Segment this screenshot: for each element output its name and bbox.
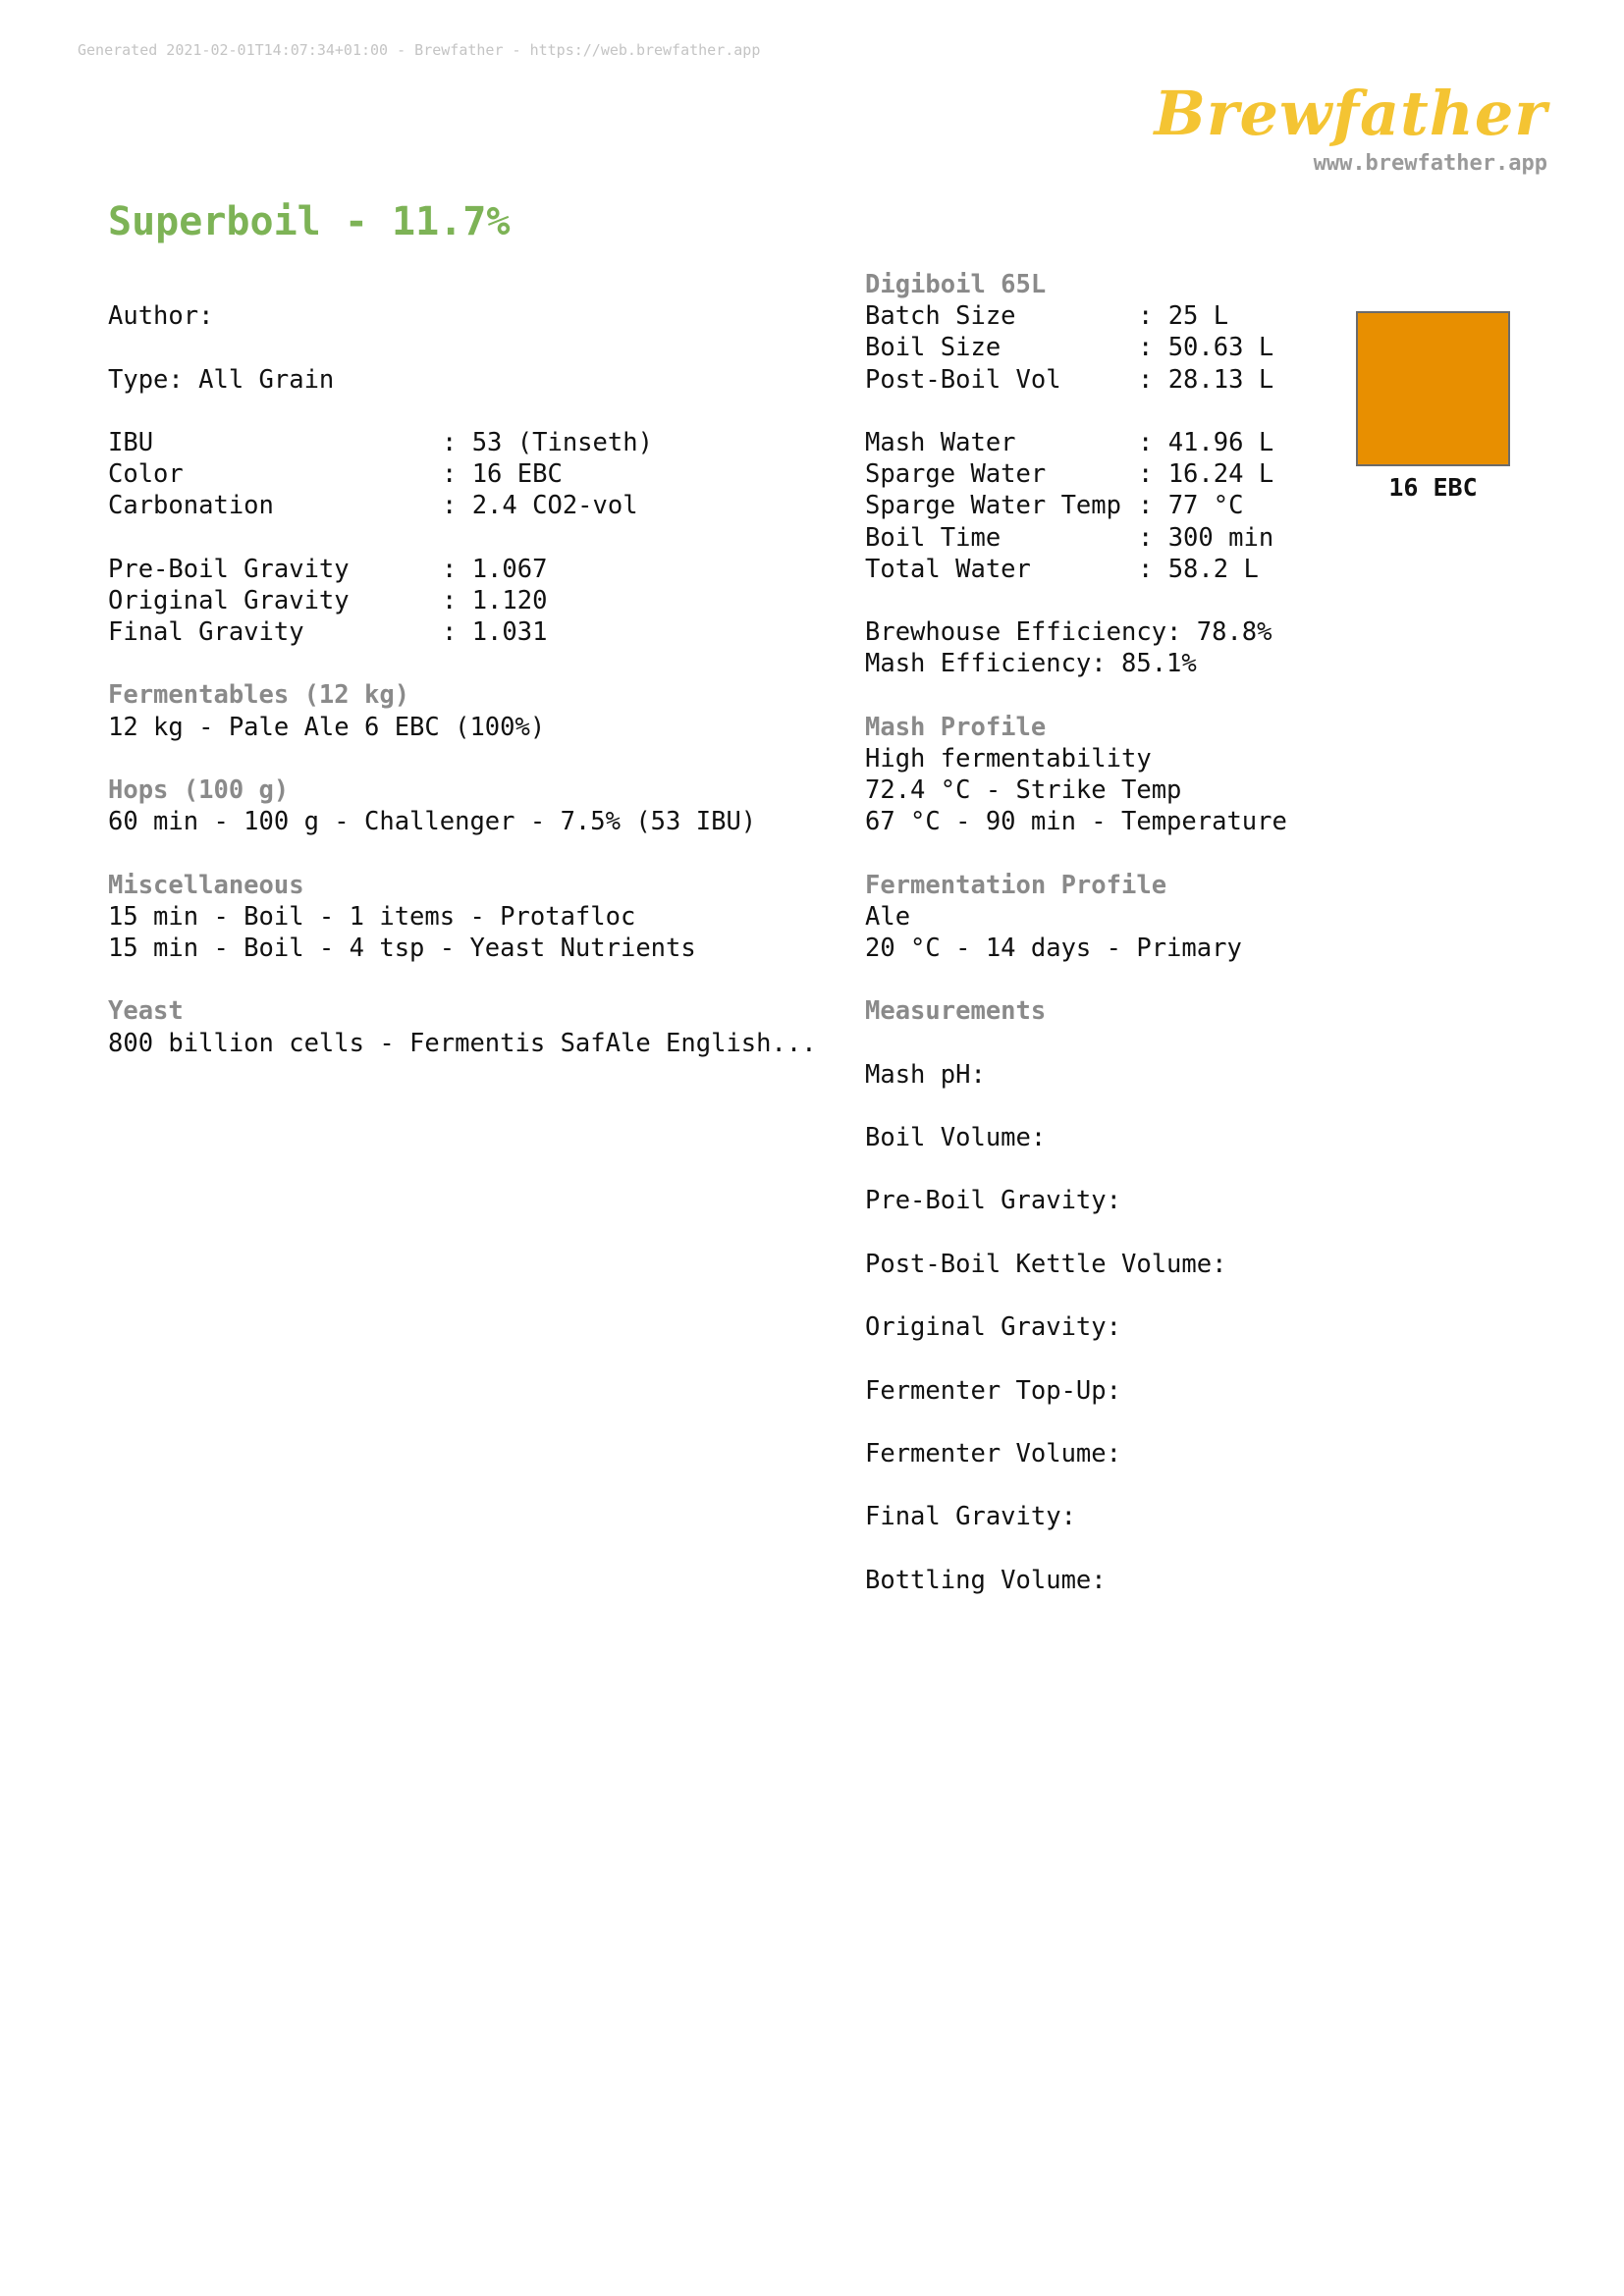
fermentables-heading: Fermentables (12 kg) [108, 680, 410, 711]
equipment-heading: Digiboil 65L [865, 270, 1047, 299]
water-key: Boil Time [865, 522, 1001, 553]
hop-item: 60 min - 100 g - Challenger - 7.5% (53 IBU) [108, 807, 757, 837]
equip-key: Post-Boil Vol [865, 364, 1061, 395]
brewhouse-efficiency: Brewhouse Efficiency: 78.8% [865, 617, 1272, 648]
measurement-mash-ph: Mash pH: [865, 1059, 986, 1090]
water-total [865, 554, 1356, 585]
water-key: Mash Water [865, 427, 1016, 457]
yeast-item: 800 billion cells - Fermentis SafAle English... [108, 1028, 817, 1058]
water-key: Sparge Water Temp [865, 491, 1121, 521]
stat-color [108, 458, 854, 490]
water-value: : 300 min [1138, 522, 1274, 553]
water-value: : 58.2 L [1138, 554, 1259, 584]
equip-value: : 28.13 L [1138, 364, 1274, 395]
hops-heading: Hops (100 g) [108, 775, 290, 805]
stat-value: : 2.4 CO2-vol [442, 491, 638, 521]
stat-ibu [108, 427, 854, 458]
measurements-heading: Measurements [865, 996, 1047, 1027]
stat-key: Carbonation [108, 491, 274, 521]
fermentation-profile-item: 20 °C - 14 days - Primary [865, 933, 1242, 963]
measurement-bottling-volume: Bottling Volume: [865, 1565, 1107, 1595]
stat-value: : 1.067 [442, 554, 548, 584]
recipe-title: Superboil - 11.7% [108, 199, 511, 244]
logo-url: www.brewfather.app [1313, 151, 1547, 176]
logo-wordmark: Brewfather [1154, 78, 1547, 149]
measurement-post-boil-kettle-volume: Post-Boil Kettle Volume: [865, 1249, 1227, 1279]
misc-heading: Miscellaneous [108, 870, 304, 900]
equip-value: : 50.63 L [1138, 333, 1274, 363]
yeast-heading: Yeast [108, 996, 184, 1027]
measurement-boil-volume: Boil Volume: [865, 1123, 1047, 1153]
measurement-final-gravity: Final Gravity: [865, 1502, 1076, 1532]
stat-value: : 1.120 [442, 585, 548, 615]
stat-key: Color [108, 459, 184, 490]
equip-post-boil-vol [865, 364, 1356, 396]
brewfather-logo [1154, 77, 1547, 176]
beer-color-label: 16 EBC [1388, 473, 1478, 502]
measurement-fermenter-volume: Fermenter Volume: [865, 1438, 1121, 1468]
equip-boil-size [865, 332, 1356, 363]
stat-key: Pre-Boil Gravity [108, 554, 350, 584]
stat-value: : 1.031 [442, 617, 548, 648]
mash-efficiency: Mash Efficiency: 85.1% [865, 649, 1197, 679]
brewday-column [865, 269, 1356, 1596]
equip-value: : 25 L [1138, 301, 1229, 332]
stat-key: Final Gravity [108, 617, 304, 648]
generated-timestamp: Generated 2021-02-01T14:07:34+01:00 - Brewfather - https://web.brewfather.app [78, 41, 761, 59]
equip-key: Boil Size [865, 333, 1001, 363]
author-line: Author: [108, 301, 214, 332]
measurement-original-gravity: Original Gravity: [865, 1312, 1121, 1343]
measurement-pre-boil-gravity: Pre-Boil Gravity: [865, 1186, 1121, 1216]
stat-key: Original Gravity [108, 585, 350, 615]
water-sparge [865, 458, 1356, 490]
mash-profile-item: High fermentability [865, 743, 1152, 774]
fermentation-profile-heading: Fermentation Profile [865, 870, 1167, 900]
stat-value: : 53 (Tinseth) [442, 427, 653, 457]
stat-final-gravity [108, 616, 854, 648]
water-boil-time [865, 522, 1356, 554]
stat-value: : 16 EBC [442, 459, 563, 490]
fermentable-item: 12 kg - Pale Ale 6 EBC (100%) [108, 712, 546, 742]
stat-carbonation [108, 490, 854, 521]
water-mash [865, 427, 1356, 458]
water-key: Total Water [865, 554, 1031, 584]
mash-profile-heading: Mash Profile [865, 712, 1047, 742]
stat-pre-boil-gravity [108, 554, 854, 585]
equip-batch-size [865, 300, 1356, 332]
beer-color-swatch [1356, 311, 1510, 466]
water-value: : 16.24 L [1138, 459, 1274, 490]
misc-item: 15 min - Boil - 1 items - Protafloc [108, 901, 636, 932]
water-value: : 77 °C [1138, 491, 1244, 521]
fermentation-profile-item: Ale [865, 901, 911, 932]
measurement-fermenter-top-up: Fermenter Top-Up: [865, 1375, 1121, 1406]
type-line: Type: All Grain [108, 364, 335, 395]
water-value: : 41.96 L [1138, 427, 1274, 457]
equip-key: Batch Size [865, 301, 1016, 332]
mash-profile-item: 67 °C - 90 min - Temperature [865, 807, 1287, 837]
water-sparge-temp [865, 490, 1356, 521]
recipe-details-column [108, 269, 854, 1059]
stat-key: IBU [108, 427, 154, 457]
misc-item: 15 min - Boil - 4 tsp - Yeast Nutrients [108, 933, 696, 963]
mash-profile-item: 72.4 °C - Strike Temp [865, 775, 1182, 805]
water-key: Sparge Water [865, 459, 1047, 490]
stat-original-gravity [108, 585, 854, 616]
